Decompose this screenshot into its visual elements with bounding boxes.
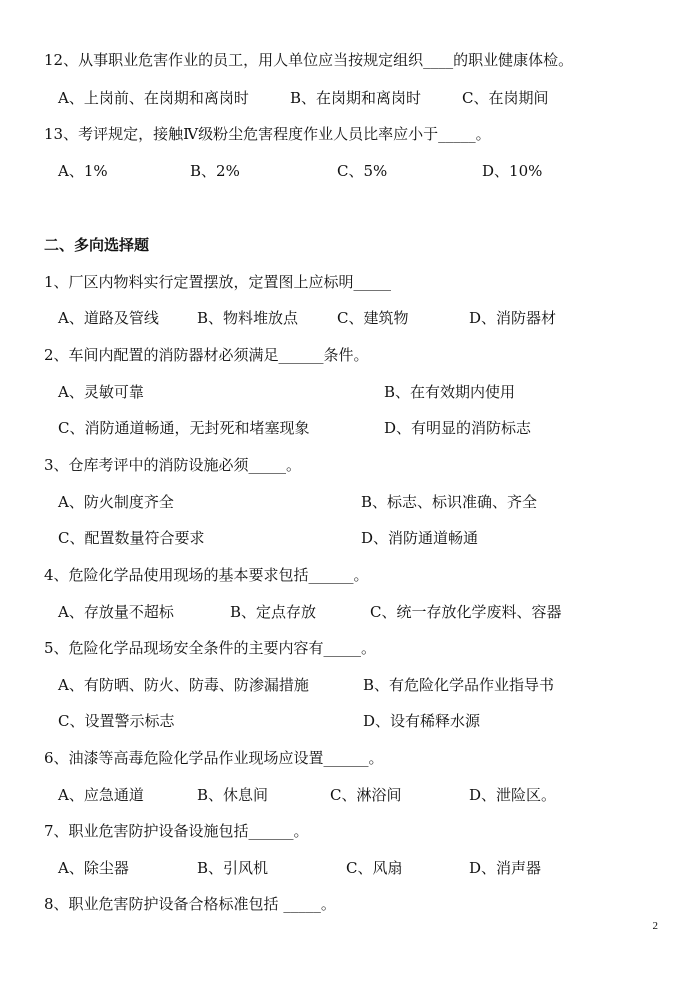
multi-question-1-option-c: C、建筑物: [337, 309, 409, 327]
question-12-option-b: B、在岗期和离岗时: [290, 89, 422, 107]
multi-question-7-option-d: D、消声器: [469, 859, 542, 877]
question-13-stem: 13、考评规定，接触Ⅳ级粉尘危害程度作业人员比率应小于_____。: [44, 125, 491, 143]
question-12-option-c: C、在岗期间: [462, 89, 549, 107]
multi-question-4-option-a: A、存放量不超标: [58, 603, 174, 621]
multi-question-2-option-a: A、灵敏可靠: [58, 383, 144, 401]
multi-question-6-option-d: D、泄险区。: [469, 786, 557, 804]
multi-question-4-option-b: B、定点存放: [230, 603, 317, 621]
multi-question-3-option-c: C、配置数量符合要求: [58, 529, 205, 547]
multi-question-2-option-c: C、消防通道畅通，无封死和堵塞现象: [58, 419, 310, 437]
question-12-option-a: A、上岗前、在岗期和离岗时: [58, 89, 249, 107]
question-13-option-d: D、10%: [482, 162, 543, 180]
multi-question-3-option-d: D、消防通道畅通: [361, 529, 479, 547]
multi-question-1-option-a: A、道路及管线: [58, 309, 159, 327]
multi-question-4-stem: 4、危险化学品使用现场的基本要求包括______。: [44, 566, 369, 584]
multi-question-8-stem: 8、职业危害防护设备合格标准包括 _____。: [44, 895, 336, 913]
question-13-option-b: B、2%: [190, 162, 240, 180]
multi-question-1-stem: 1、厂区内物料实行定置摆放，定置图上应标明_____: [44, 273, 392, 291]
multi-question-4-option-c: C、统一存放化学废料、容器: [370, 603, 562, 621]
multi-question-3-option-b: B、标志、标识准确、齐全: [361, 493, 538, 511]
multi-question-2-option-d: D、有明显的消防标志: [384, 419, 532, 437]
multi-question-5-option-a: A、有防晒、防火、防毒、防渗漏措施: [58, 676, 309, 694]
question-13-option-a: A、1%: [58, 162, 108, 180]
multi-question-1-option-b: B、物料堆放点: [197, 309, 299, 327]
multi-question-2-stem: 2、车间内配置的消防器材必须满足______条件。: [44, 346, 369, 364]
multi-question-5-option-d: D、设有稀释水源: [363, 712, 481, 730]
section-title: 二、多向选择题: [44, 236, 150, 254]
multi-question-7-option-c: C、风扇: [346, 859, 403, 877]
multi-question-5-stem: 5、危险化学品现场安全条件的主要内容有_____。: [44, 639, 377, 657]
multi-question-7-stem: 7、职业危害防护设备设施包括______。: [44, 822, 309, 840]
page-number: 2: [652, 920, 658, 932]
multi-question-6-option-a: A、应急通道: [58, 786, 144, 804]
multi-question-6-option-c: C、淋浴间: [330, 786, 402, 804]
multi-question-6-option-b: B、休息间: [197, 786, 269, 804]
question-12-stem: 12、从事职业危害作业的员工，用人单位应当按规定组织____的职业健康体检。: [44, 51, 574, 69]
multi-question-5-option-c: C、设置警示标志: [58, 712, 175, 730]
multi-question-5-option-b: B、有危险化学品作业指导书: [363, 676, 555, 694]
multi-question-3-option-a: A、防火制度齐全: [58, 493, 174, 511]
multi-question-7-option-b: B、引风机: [197, 859, 269, 877]
multi-question-6-stem: 6、油漆等高毒危险化学品作业现场应设置______。: [44, 749, 384, 767]
question-13-option-c: C、5%: [337, 162, 388, 180]
multi-question-3-stem: 3、仓库考评中的消防设施必须_____。: [44, 456, 302, 474]
multi-question-7-option-a: A、除尘器: [58, 859, 129, 877]
multi-question-2-option-b: B、在有效期内使用: [384, 383, 516, 401]
multi-question-1-option-d: D、消防器材: [469, 309, 557, 327]
